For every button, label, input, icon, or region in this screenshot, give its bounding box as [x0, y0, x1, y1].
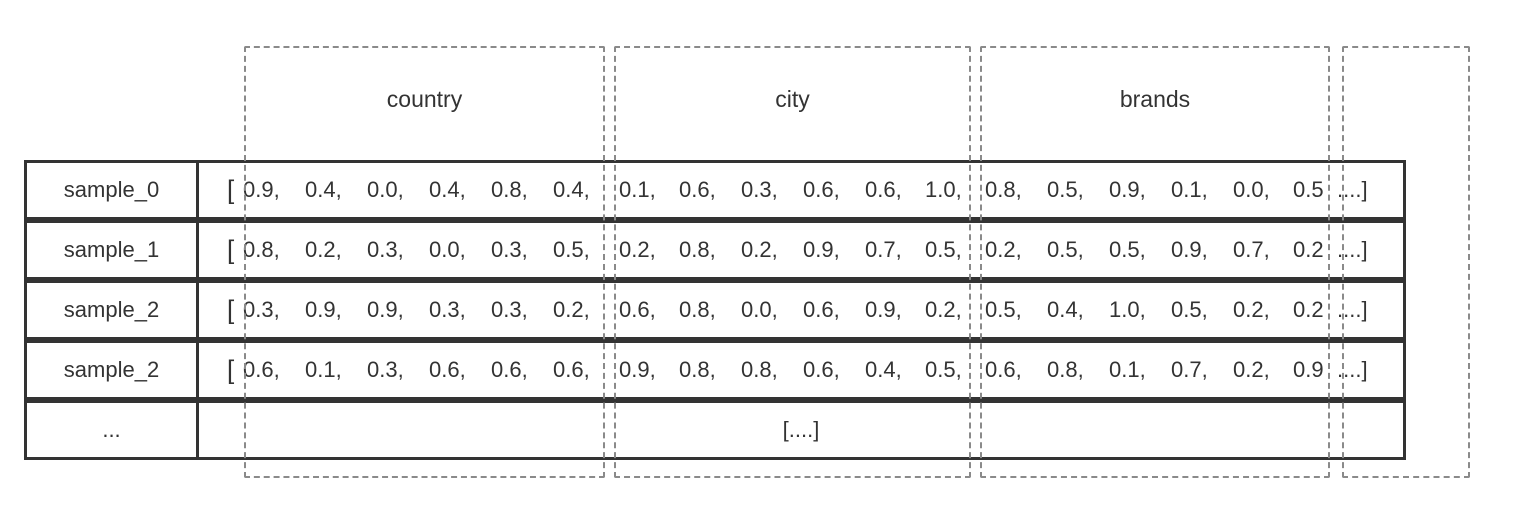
vector-ellipsis: ....]	[1337, 177, 1368, 202]
vector-value: 0.2,	[741, 237, 778, 262]
row-vector	[199, 223, 1403, 277]
vector-value: 0.6,	[803, 297, 840, 322]
vector-value: 0.0,	[1233, 177, 1270, 202]
vector-value: 0.6,	[803, 177, 840, 202]
table-row	[24, 160, 1406, 220]
vector-value: 1.0,	[1109, 297, 1146, 322]
vector-value: 0.2,	[1233, 357, 1270, 382]
row-label: sample_2	[27, 283, 199, 337]
vector-value: 0.6,	[803, 357, 840, 382]
group-label-brands: brands	[1119, 86, 1191, 112]
open-bracket: [	[227, 294, 235, 325]
vector-value: 0.8,	[679, 297, 716, 322]
vector-value: 0.1,	[305, 357, 342, 382]
vector-value: 0.9,	[1109, 177, 1146, 202]
vector-value: 0.4,	[865, 357, 902, 382]
vector-value: 0.9,	[865, 297, 902, 322]
row-vector	[199, 343, 1403, 397]
row-label: sample_1	[27, 223, 199, 277]
vector-value: 0.3,	[367, 237, 404, 262]
row-label: sample_2	[27, 343, 199, 397]
vector-value: 0.7,	[1233, 237, 1270, 262]
vector-value: 0.2,	[925, 297, 962, 322]
vector-value: 0.4,	[553, 177, 590, 202]
more-row-content	[199, 403, 1403, 457]
vector-value: 0.6,	[243, 357, 280, 382]
vector-value: 0.0,	[429, 237, 466, 262]
row-label: sample_0	[27, 163, 199, 217]
sample-table	[24, 160, 1406, 462]
vector-value: 0.8,	[1047, 357, 1084, 382]
vector-value: 0.9,	[803, 237, 840, 262]
vector-value: 0.6,	[553, 357, 590, 382]
vector-value: 0.9,	[1171, 237, 1208, 262]
vector-value: 0.3,	[367, 357, 404, 382]
vector-value: 0.3,	[429, 297, 466, 322]
vector-value: 0.7,	[1171, 357, 1208, 382]
vector-value: 0.9,	[305, 297, 342, 322]
vector-value: 0.5,	[1109, 237, 1146, 262]
vector-value: 0.6,	[679, 177, 716, 202]
vector-value: 0.3,	[741, 177, 778, 202]
group-label-city: city	[775, 86, 810, 112]
row-vector	[199, 163, 1403, 217]
vector-ellipsis: ....]	[1337, 237, 1368, 262]
vector-value: 0.3,	[243, 297, 280, 322]
vector-value: 0.9,	[243, 177, 280, 202]
vector-value: 0.2,	[619, 237, 656, 262]
vector-value: 0.1,	[619, 177, 656, 202]
vector-value: 0.8,	[679, 237, 716, 262]
vector-value: 0.0,	[367, 177, 404, 202]
vector-value: 0.9	[1293, 357, 1324, 382]
vector-value: 0.9,	[619, 357, 656, 382]
vector-value: 0.8,	[491, 177, 528, 202]
open-bracket: [	[227, 174, 235, 205]
open-bracket: [	[227, 234, 235, 265]
vector-value: 0.3,	[491, 297, 528, 322]
vector-value: 0.5	[1293, 177, 1324, 202]
table-row	[24, 220, 1406, 280]
vector-value: 0.2	[1293, 237, 1324, 262]
vector-value: 0.5,	[1047, 237, 1084, 262]
vector-value: 0.5,	[985, 297, 1022, 322]
vector-value: 1.0,	[925, 177, 962, 202]
more-row-placeholder: [....]	[782, 417, 820, 442]
table-row-more	[24, 400, 1406, 460]
vector-value: 0.6,	[491, 357, 528, 382]
vector-value: 0.5,	[925, 237, 962, 262]
vector-value: 0.2,	[1233, 297, 1270, 322]
table-row	[24, 280, 1406, 340]
vector-value: 0.6,	[865, 177, 902, 202]
vector-value: 0.2,	[985, 237, 1022, 262]
vector-value: 0.9,	[367, 297, 404, 322]
vector-value: 0.2,	[305, 237, 342, 262]
vector-value: 0.6,	[985, 357, 1022, 382]
vector-value: 0.8,	[243, 237, 280, 262]
vector-value: 0.8,	[679, 357, 716, 382]
table-row	[24, 340, 1406, 400]
vector-value: 0.2,	[553, 297, 590, 322]
vector-value: 0.1,	[1109, 357, 1146, 382]
vector-value: 0.2	[1293, 297, 1324, 322]
vector-value: 0.6,	[619, 297, 656, 322]
vector-value: 0.8,	[985, 177, 1022, 202]
vector-value: 0.4,	[1047, 297, 1084, 322]
vector-value: 0.5,	[1047, 177, 1084, 202]
vector-ellipsis: ....]	[1337, 357, 1368, 382]
vector-value: 0.5,	[553, 237, 590, 262]
vector-value: 0.4,	[429, 177, 466, 202]
row-vector	[199, 283, 1403, 337]
more-row-label: ...	[27, 403, 199, 457]
vector-ellipsis: ....]	[1337, 297, 1368, 322]
vector-value: 0.5,	[925, 357, 962, 382]
group-label-country: country	[386, 86, 463, 112]
vector-value: 0.7,	[865, 237, 902, 262]
vector-value: 0.4,	[305, 177, 342, 202]
vector-value: 0.3,	[491, 237, 528, 262]
vector-value: 0.0,	[741, 297, 778, 322]
open-bracket: [	[227, 354, 235, 385]
vector-value: 0.8,	[741, 357, 778, 382]
vector-value: 0.6,	[429, 357, 466, 382]
vector-value: 0.1,	[1171, 177, 1208, 202]
vector-value: 0.5,	[1171, 297, 1208, 322]
